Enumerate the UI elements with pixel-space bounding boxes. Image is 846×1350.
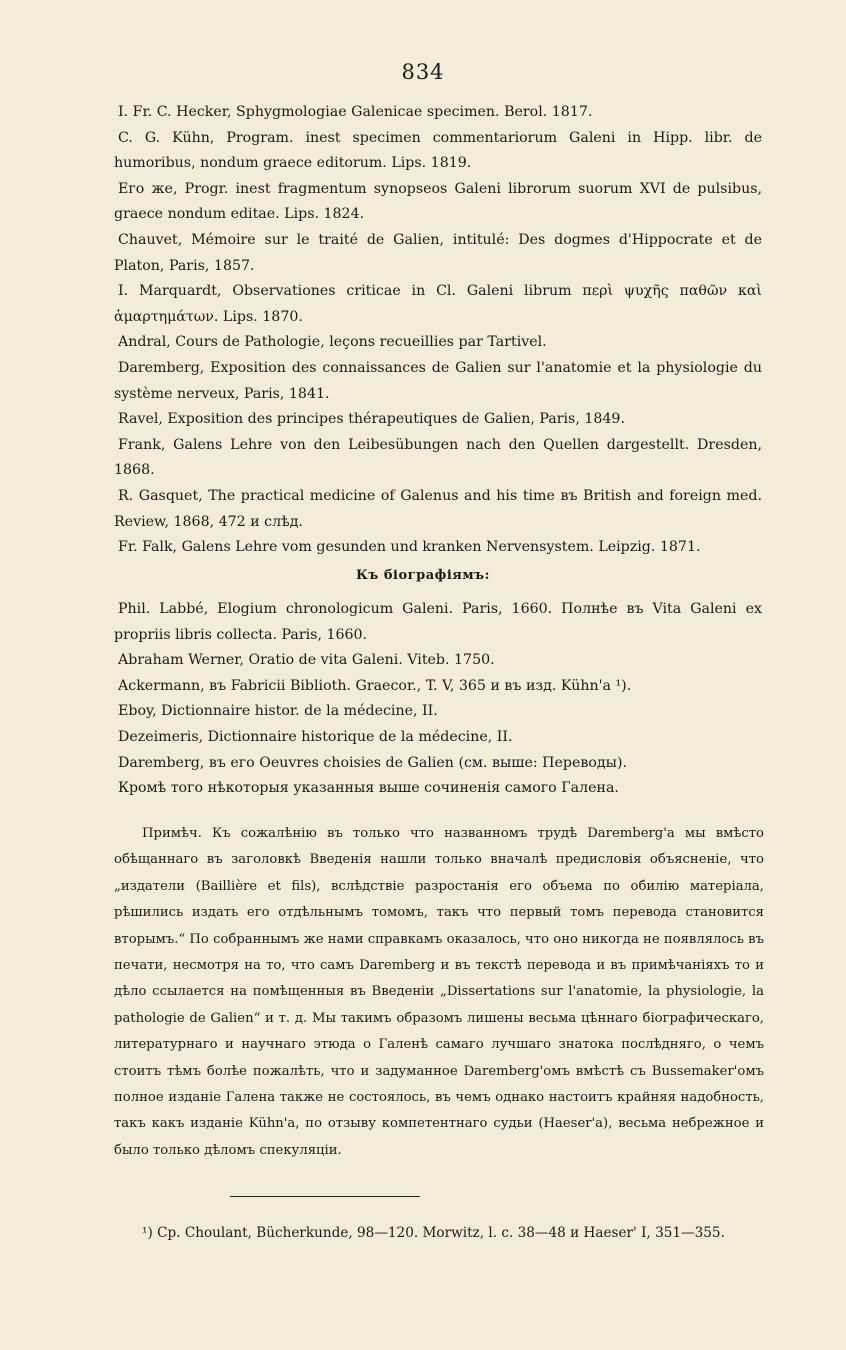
page-number: 834 xyxy=(401,60,445,84)
bib-entry: I. Fr. C. Hecker, Sphygmologiae Galenicae specimen. Berol. 1817. xyxy=(118,104,593,120)
footnote-divider xyxy=(230,1196,420,1197)
bib-entry: R. Gasquet, The practical medicine of Galenus and his time въ British and foreign med. Review, 1868, 472 и слѣд. xyxy=(114,487,762,530)
bio-entry: Abraham Werner, Oratio de vita Galeni. Viteb. 1750. xyxy=(118,652,495,669)
bib-entry: I. Marquardt, Observationes criticae in Cl. Galeni librum περὶ ψυχῆς παθῶν καὶ ἁμαρτημάτων. Lips. 1870. xyxy=(114,283,762,325)
bib-entry: Frank, Galens Lehre von den Leibesübungen nach den Quellen dargestellt. Dresden, 1868. xyxy=(114,436,762,479)
bio-entry: Daremberg, въ его Oeuvres choisies de Galien (см. выше: Переводы). xyxy=(118,754,627,771)
bib-entry: Ravel, Exposition des principes thérapeutiques de Galien, Paris, 1849. xyxy=(118,411,625,428)
bio-entry: Кромѣ того нѣкоторыя указанныя выше сочиненія самого Галена. xyxy=(118,780,619,797)
section-heading: Къ біографіямъ: xyxy=(356,568,490,583)
bio-entry: Phil. Labbé, Elogium chronologicum Galeni. Paris, 1660. Полнѣе въ Vita Galeni ex propriis libris collecta. Paris, 1660. xyxy=(114,601,762,643)
bibliography-list xyxy=(114,100,762,561)
bib-entry: Chauvet, Mémoire sur le traité de Galien, intitulé: Des dogmes d'Hippocrate et de Platon, Paris, 1857. xyxy=(114,231,762,274)
bib-entry: Daremberg, Exposition des connaissances de Galien sur l'anatomie et la physiologie du système nerveux, Paris, 1841. xyxy=(114,359,762,402)
bib-entry: Его же, Progr. inest fragmentum synopseos Galeni librorum suorum XVI de pulsibus, graece nondum editae. Lips. 1824. xyxy=(114,180,762,223)
bib-entry: Fr. Falk, Galens Lehre vom gesunden und kranken Nervensystem. Leipzig. 1871. xyxy=(118,539,701,556)
bib-entry: C. G. Kühn, Program. inest specimen commentariorum Galeni in Hipp. libr. de humoribus, nondum graece editorum. Lips. 1819. xyxy=(114,129,762,172)
bio-entry: Dezeimeris, Dictionnaire historique de la médecine, II. xyxy=(118,728,513,745)
note-paragraph: Примѣч. Къ сожалѣнію въ только что названномъ трудѣ Daremberg'а мы вмѣсто обѣщаннаго въ заголовкѣ Введенія нашли только вначалѣ предисловія объясненіе, что „издатели (Baillière et fils), вслѣдствіе разростанія его объема по обилію матеріала, рѣшились издать его отдѣльнымъ томомъ, такъ что первый томъ перевода становится вторымъ.“ По собраннымъ же нами справкамъ оказалось, что оно никогда не появлялось въ печати, несмотря на то, что самъ Daremberg и въ текстѣ перевода и въ примѣчаніяхъ то и дѣло ссылается на помѣщенныя въ Введеніи „Dissertations sur l'anatomie, la physiologie, la pathologie de Galien“ и т. д. Мы такимъ образомъ лишены весьма цѣннаго біографическаго, литературнаго и научнаго этюда о Галенѣ самаго лучшаго знатока послѣдняго, о чемъ стоитъ тѣмъ болѣе пожалѣть, что и задуманное Daremberg'омъ вмѣстѣ съ Bussemaker'омъ полное изданіе Галена также не состоялось, въ чемъ однако настоитъ крайняя надобность, такъ какъ изданіе Kühn'а, по отзыву компетентнаго судьи (Haeser'а), весьма небрежное и было только дѣломъ спекуляціи. xyxy=(114,826,764,1158)
bib-entry: Andral, Cours de Pathologie, leçons recueillies par Tartivel. xyxy=(118,334,547,351)
footnote: ¹) Ср. Choulant, Bücherkunde, 98—120. Morwitz, l. c. 38—48 и Haeser' I, 351—355. xyxy=(142,1225,725,1241)
bio-entry: Eboy, Dictionnaire histor. de la médecine, II. xyxy=(118,703,438,720)
biography-list xyxy=(114,597,762,802)
bio-entry: Ackermann, въ Fabricii Biblioth. Graecor., T. V, 365 и въ изд. Kühn'a ¹). xyxy=(118,677,632,694)
